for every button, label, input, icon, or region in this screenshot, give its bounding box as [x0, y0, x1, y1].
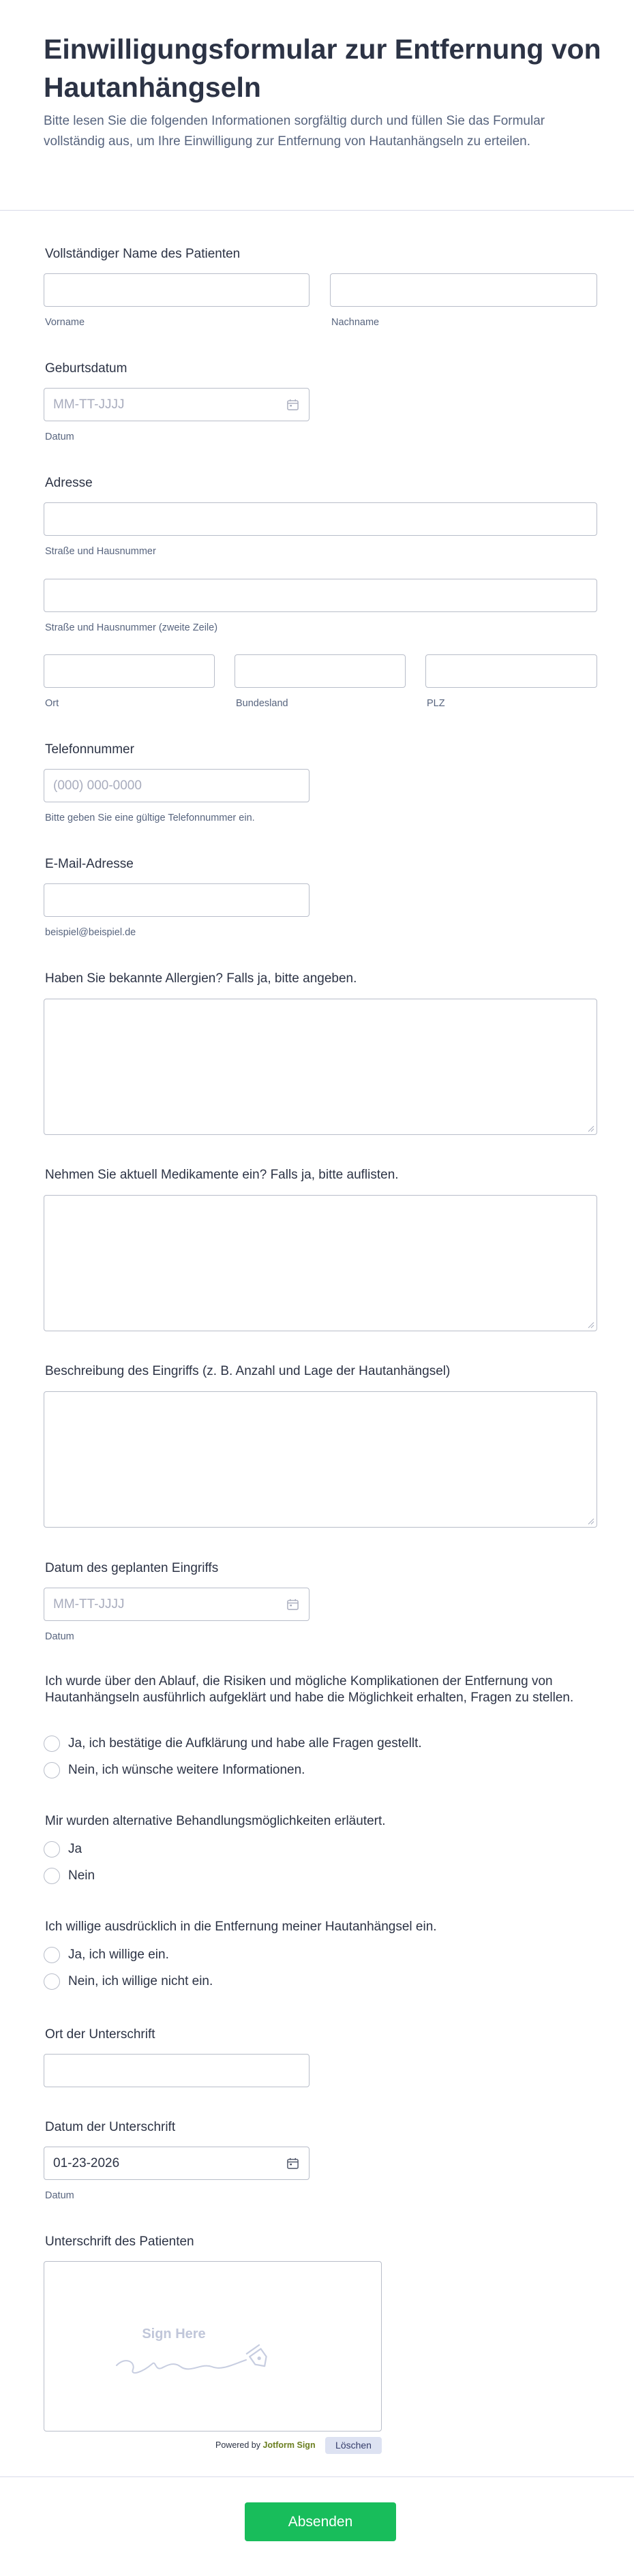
signature-date-value: 01-23-2026	[53, 2156, 120, 2170]
risks-label: Ich wurde über den Ablauf, die Risiken und mögliche Komplikationen der Entfernung von Hautanhängseln ausführlich aufgeklärt und habe die Möglichkeit erhalten, Fragen zu stellen.	[45, 1674, 574, 1705]
state-input[interactable]	[235, 654, 406, 688]
street-sublabel: Straße und Hausnummer	[45, 546, 156, 557]
signature-pad[interactable]	[44, 2261, 382, 2431]
signature-date-label: Datum der Unterschrift	[45, 2120, 176, 2134]
medications-label: Nehmen Sie aktuell Medikamente ein? Falls ja, bitte auflisten.	[45, 1168, 399, 1182]
street2-input[interactable]	[44, 579, 597, 612]
first-name-input[interactable]	[44, 273, 310, 307]
medications-textarea[interactable]	[44, 1195, 597, 1331]
procedure-textarea[interactable]	[44, 1391, 597, 1528]
sign-here-hint: Sign Here	[142, 2327, 206, 2342]
zip-input[interactable]	[425, 654, 597, 688]
form-description: Bitte lesen Sie die folgenden Informationen sorgfältig durch und füllen Sie das Formular vollständig aus, um Ihre Einwilligung zur Entfernung von Hautanhängseln zu erteilen.	[44, 114, 545, 149]
footer-divider	[0, 2476, 634, 2477]
birthdate-input[interactable]	[44, 388, 310, 421]
planned-date-placeholder: MM-TT-JJJJ	[53, 1597, 125, 1611]
signature-date-input[interactable]	[44, 2147, 310, 2180]
resize-grip-icon[interactable]	[588, 1518, 594, 1525]
risks-option-yes-radio[interactable]	[44, 1736, 60, 1752]
header-divider	[0, 210, 634, 211]
state-sublabel: Bundesland	[236, 698, 288, 709]
street2-sublabel: Straße und Hausnummer (zweite Zeile)	[45, 622, 218, 633]
consent-option-yes-label[interactable]: Ja, ich willige ein.	[68, 1948, 169, 1962]
calendar-icon[interactable]	[286, 398, 299, 411]
calendar-icon[interactable]	[286, 2157, 299, 2170]
clear-signature-button[interactable]: Löschen	[325, 2437, 382, 2454]
phone-label: Telefonnummer	[45, 742, 134, 757]
signature-place-label: Ort der Unterschrift	[45, 2027, 155, 2042]
first-name-sublabel: Vorname	[45, 317, 85, 328]
email-input[interactable]	[44, 883, 310, 917]
risks-option-no-label[interactable]: Nein, ich wünsche weitere Informationen.	[68, 1763, 305, 1777]
last-name-sublabel: Nachname	[331, 317, 380, 328]
signature-place-input[interactable]	[44, 2054, 310, 2087]
phone-placeholder: (000) 000-0000	[53, 778, 142, 793]
zip-sublabel: PLZ	[427, 698, 445, 709]
consent-label: Ich willige ausdrücklich in die Entfernung meiner Hautanhängsel ein.	[45, 1920, 437, 1934]
powered-by-text: Powered by Jotform Sign	[215, 2440, 316, 2450]
city-sublabel: Ort	[45, 698, 59, 709]
planned-date-input[interactable]	[44, 1588, 310, 1621]
signature-date-sublabel: Datum	[45, 2190, 74, 2201]
alternatives-option-yes-radio[interactable]	[44, 1841, 60, 1858]
patient-name-label: Vollständiger Name des Patienten	[45, 247, 241, 261]
phone-sublabel: Bitte geben Sie eine gültige Telefonnummer ein.	[45, 813, 255, 823]
procedure-label: Beschreibung des Eingriffs (z. B. Anzahl und Lage der Hautanhängsel)	[45, 1364, 451, 1378]
planned-date-label: Datum des geplanten Eingriffs	[45, 1561, 219, 1575]
birthdate-label: Geburtsdatum	[45, 361, 127, 376]
calendar-icon[interactable]	[286, 1598, 299, 1611]
risks-option-yes-label[interactable]: Ja, ich bestätige die Aufklärung und habe alle Fragen gestellt.	[68, 1736, 422, 1751]
resize-grip-icon[interactable]	[588, 1322, 594, 1329]
birthdate-sublabel: Datum	[45, 431, 74, 442]
last-name-input[interactable]	[330, 273, 597, 307]
planned-date-sublabel: Datum	[45, 1631, 74, 1642]
alternatives-option-yes-label[interactable]: Ja	[68, 1842, 82, 1856]
risks-option-no-radio[interactable]	[44, 1762, 60, 1778]
allergies-textarea[interactable]	[44, 999, 597, 1135]
form-title: Einwilligungsformular zur Entfernung von Hautanhängseln	[44, 33, 601, 103]
alternatives-option-no-label[interactable]: Nein	[68, 1868, 95, 1883]
consent-option-yes-radio[interactable]	[44, 1947, 60, 1963]
allergies-label: Haben Sie bekannte Allergien? Falls ja, bitte angeben.	[45, 971, 357, 986]
resize-grip-icon[interactable]	[588, 1125, 594, 1132]
birthdate-placeholder: MM-TT-JJJJ	[53, 397, 125, 412]
phone-input[interactable]	[44, 769, 310, 802]
city-input[interactable]	[44, 654, 215, 688]
street-input[interactable]	[44, 502, 597, 536]
alternatives-label: Mir wurden alternative Behandlungsmöglichkeiten erläutert.	[45, 1814, 386, 1828]
signature-label: Unterschrift des Patienten	[45, 2234, 194, 2249]
email-label: E-Mail-Adresse	[45, 857, 134, 871]
address-label: Adresse	[45, 476, 93, 490]
consent-option-no-label[interactable]: Nein, ich willige nicht ein.	[68, 1974, 213, 1988]
alternatives-option-no-radio[interactable]	[44, 1868, 60, 1884]
submit-button[interactable]: Absenden	[245, 2502, 396, 2541]
consent-option-no-radio[interactable]	[44, 1973, 60, 1990]
email-sublabel: beispiel@beispiel.de	[45, 927, 136, 938]
